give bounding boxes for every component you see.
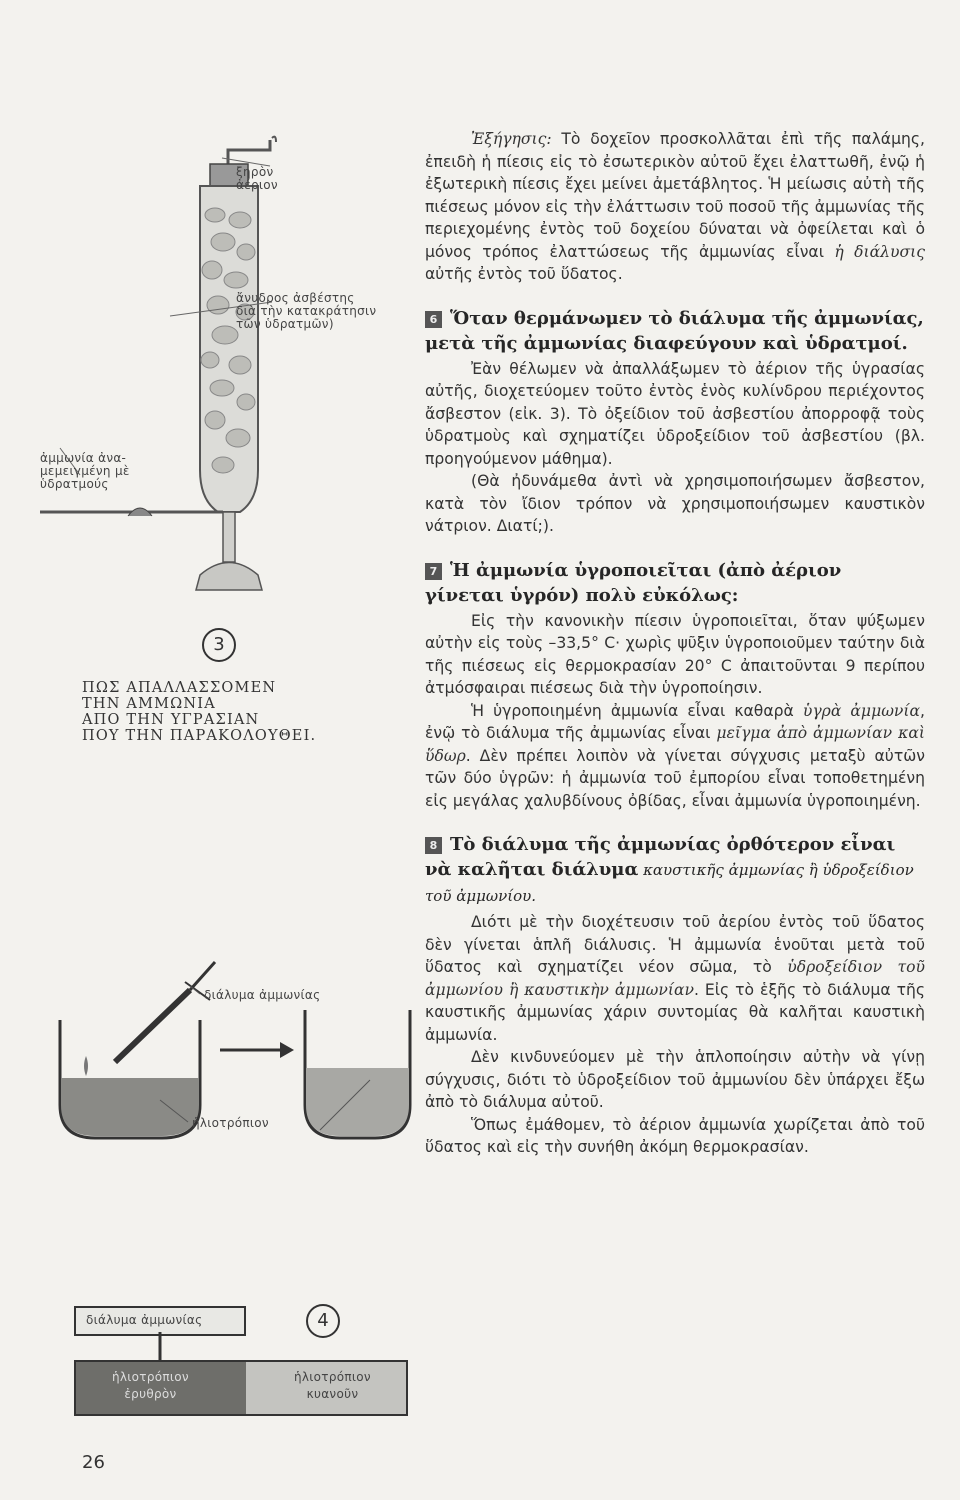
- section-8-heading-text: Τὸ διάλυμα τῆς ἀμμωνίας ὀρθότερον εἶναι νὰ καλῆται διάλυμα: [425, 834, 896, 880]
- figure-3-caption: ΠΩΣ ΑΠΑΛΛΑΣΣΟΜΕΝ ΤΗΝ ΑΜΜΩΝΙΑ ΑΠΟ ΤΗΝ ΥΓΡΑΣΙΑΝ ΠΟΥ ΤΗΝ ΠΑΡΑΚΟΛΟΥΘΕΙ.: [82, 680, 317, 744]
- text-column: [425, 128, 925, 1159]
- s8-p1-c: . Εἰς τὸ ἑξῆς τὸ διάλυμα τῆς καυστικῆς ἀμμωνίας χάριν συντομίας θὰ καλῆται καυστικὴ ἀμμωνία.: [425, 980, 925, 1044]
- figure-beakers-litmus: [50, 950, 420, 1170]
- explanation-paragraph: [425, 128, 925, 286]
- s7-p2-c: , ἐνῷ τὸ διάλυμα τῆς ἀμμωνίας εἶναι: [425, 701, 926, 742]
- page-number: 26: [82, 1452, 105, 1473]
- ammonia-solution-box-label: διάλυμα ἀμμωνίας: [86, 1313, 203, 1327]
- section-8-paragraph-3: Ὅπως ἐμάθομεν, τὸ ἀέριον ἀμμωνία χωρίζεται ἀπὸ τοῦ ὕδατος καὶ εἰς τὴν συνήθη ἀκόμη θερμοκρασίαν.: [425, 1115, 925, 1156]
- section-8: [425, 832, 925, 1159]
- section-6-heading-text: Ὅταν θερμάνωμεν τὸ διάλυμα τῆς ἀμμωνίας, μετὰ τῆς ἀμμωνίας διαφεύγουν καὶ ὑδρατμοί.: [425, 307, 924, 354]
- label-dry-air: ξηρὸν ἀέριον: [236, 165, 278, 192]
- label-ammonia-solution: διάλυμα ἀμμωνίας: [204, 988, 321, 1002]
- section-8-heading-italic: καυστικῆς ἀμμωνίας ἢ ὑδροξείδιον τοῦ ἀμμωνίου.: [425, 861, 914, 905]
- section-7-number: 7: [425, 563, 442, 580]
- section-6-paragraph-1: Ἐὰν θέλωμεν νὰ ἀπαλλάξωμεν τὸ ἀέριον τῆς ὑγρασίας αὐτῆς, διοχετεύομεν τοῦτο ἐντὸς ἑνὸς κυλίνδρου περιέχοντος ἄσβεστον (εἰκ. 3). Τὸ ὀξείδιον τοῦ ἀσβεστίου ἀπορροφᾷ τοὺς ὑδρατμοὺς καὶ σχηματίζει ὑδροξείδιον τοῦ ἀσβεστίου (βλ. προηγούμενον μάθημα).: [425, 359, 925, 468]
- litmus-strip: [74, 1360, 408, 1416]
- s8-p1-a: Διότι μὲ τὴν διοχέτευσιν τοῦ ἀερίου ἐντὸς τοῦ ὕδατος δὲν γίνεται ἁπλῆ διάλυσις. Ἡ ἀμμωνία ἑνοῦται μετὰ τοῦ ὕδατος καὶ σχηματίζει νέον σῶμα, τὸ: [425, 913, 925, 976]
- explanation-label: Ἐξήγησις:: [471, 130, 552, 148]
- section-8-heading: [425, 832, 925, 909]
- section-8-paragraph-2: Δὲν κινδυνεύομεν μὲ τὴν ἁπλοποίησιν αὐτὴν νὰ γίνῃ σύγχυσις, διότι τὸ ὑδροξείδιον τοῦ ἀμμωνίου δὲν ὑπάρχει ἔξω ἀπὸ τὸ διάλυμα αὐτοῦ.: [425, 1048, 925, 1111]
- s7-p2-d: μεῖγμα ἀπὸ ἀμμωνίαν καὶ ὕδωρ: [425, 724, 925, 765]
- section-6: [425, 306, 925, 538]
- label-ammonia-with-vapour: ἀμμωνία ἀνα- μεμειγμένη μὲ ὑδρατμούς: [40, 451, 130, 491]
- section-7: [425, 558, 925, 813]
- s8-p1-b: ὑδροξείδιον τοῦ ἀμμωνίου ἢ καυστικὴν ἀμμωνίαν: [425, 958, 925, 999]
- section-6-paragraph-2: (Θὰ ἠδυνάμεθα ἀντὶ νὰ χρησιμοποιήσωμεν ἄσβεστον, κατὰ τὸν ἴδιον τρόπον νὰ χρησιμοποιήσωμεν καυστικὸν νάτριον. Διατί;).: [425, 472, 925, 535]
- explanation-body: Τὸ δοχεῖον προσκολλᾶται ἐπὶ τῆς παλάμης, ἐπειδὴ ἡ πίεσις εἰς τὸ ἐσωτερικὸν αὐτοῦ ἔχει ἐλαττωθῆ, ἐνῷ ἡ ἐξωτερικὴ πίεσις ἔχει μείνει ἀμετάβλητος. Ἡ μείωσις αὐτὴ τῆς πιέσεως μόνον εἰς τὴν ἐλάττωσιν τοῦ ποσοῦ τῆς ἀμμωνίας τῆς περιεχομένης ἐντὸς τοῦ δοχείου δύναται νὰ ὀφείλεται καὶ ὁ μόνος τρόπος ἐλαττώσεως τῆς ἀμμωνίας εἶναι: [425, 130, 925, 261]
- s7-p2-e: . Δὲν πρέπει λοιπὸν νὰ γίνεται σύγχυσις μεταξὺ αὐτῶν τῶν δύο ὑγρῶν: ἡ ἀμμωνία τοῦ ἐμπορίου εἶναι τοποθετημένη εἰς μεγάλας χαλυβδίνους ὀβίδας, εἶναι ἀμμωνία ὑγροποιημένη.: [425, 746, 925, 810]
- red-litmus-section: [76, 1362, 246, 1414]
- blue-litmus-label: ἡλιοτρόπιον κυανοῦν: [294, 1370, 371, 1401]
- section-7-heading-text: Ἡ ἀμμωνία ὑγροποιεῖται (ἀπὸ ἀέριον γίνεται ὑγρόν) πολὺ εὐκόλως:: [425, 559, 842, 606]
- s7-p2-a: Ἡ ὑγροποιημένη ἀμμωνία εἶναι καθαρὰ: [471, 701, 803, 720]
- section-8-number: 8: [425, 837, 442, 854]
- red-litmus-label: ἡλιοτρόπιον ἐρυθρὸν: [112, 1370, 189, 1401]
- s7-p2-b: ὑγρὰ ἀμμωνία: [802, 701, 921, 720]
- section-7-heading: [425, 558, 925, 608]
- label-litmus: ἡλιοτρόπιον: [192, 1116, 269, 1130]
- section-8-paragraph-1: [425, 911, 925, 1046]
- explanation-end: αὐτῆς ἐντὸς τοῦ ὕδατος.: [425, 265, 623, 283]
- figure-3-drying-cylinder: [40, 120, 370, 630]
- section-6-heading: [425, 306, 925, 356]
- figure-4-number: 4: [306, 1304, 340, 1338]
- label-anhydrous-lime: ἄνυδρος ἀσβέστης διὰ τὴν κατακράτησιν τῶν ὑδρατμῶν): [236, 291, 377, 331]
- figure-4-connector: [150, 1332, 170, 1362]
- section-6-number: 6: [425, 311, 442, 328]
- figure-3-number: 3: [202, 628, 236, 662]
- section-7-paragraph-2: [425, 700, 925, 813]
- section-7-paragraph-1: Εἰς τὴν κανονικὴν πίεσιν ὑγροποιεῖται, ὅταν ψύξωμεν αὐτὴν εἰς τοὺς –33,5° C· χωρὶς ψῦξιν ὑγροποιοῦμεν ταύτην διὰ τῆς πιέσεως εἰς θερμοκρασίαν 20° C ἀπαιτοῦνται 9 περίπου ἀτμόσφαιραι πιέσεως διὰ τὴν ὑγροποίησιν.: [425, 611, 925, 697]
- explanation-italic: ἡ διάλυσις: [834, 242, 925, 261]
